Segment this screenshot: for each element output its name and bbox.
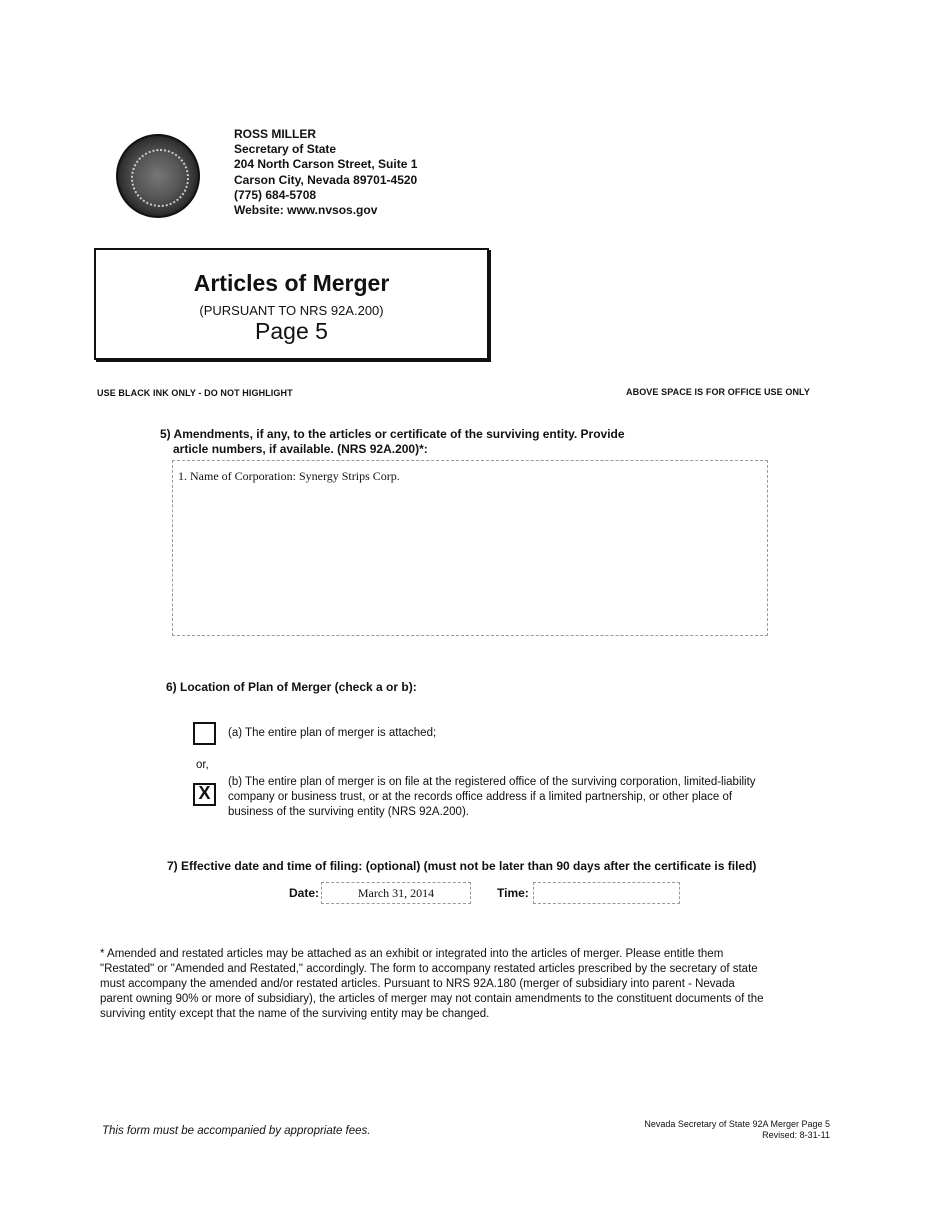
ink-notice: USE BLACK INK ONLY - DO NOT HIGHLIGHT bbox=[97, 388, 293, 398]
check-mark-icon: X bbox=[198, 783, 211, 803]
amendments-entry: 1. Name of Corporation: Synergy Strips Corp. bbox=[178, 469, 400, 483]
footnote: * Amended and restated articles may be attached as an exhibit or integrated into the articles of merger. Please entitle them "Restated" or "Amended and Restated," accordingly. The form to accompany restated articles prescribed by the secretary of state must accompany the amended and/or restated articles. Pursuant to NRS 92A.180 (merger of subsidiary into parent - Nevada parent owning 90% or more of subsidiary), the articles of merger may not contain amendments to the constituent documents of the surviving entity except that the name of the surviving entity may be changed. bbox=[100, 948, 764, 1020]
city-address: Carson City, Nevada 89701-4520 bbox=[234, 172, 418, 187]
date-field[interactable]: March 31, 2014 bbox=[321, 882, 471, 904]
street-address: 204 North Carson Street, Suite 1 bbox=[234, 157, 418, 172]
amendments-field[interactable] bbox=[172, 460, 768, 636]
secretary-address-block bbox=[234, 127, 417, 218]
office-use-notice: ABOVE SPACE IS FOR OFFICE USE ONLY bbox=[626, 387, 810, 397]
section-5-label: 5) Amendments, if any, to the articles or certificate of the surviving entity. Provide article numbers, if available. (NRS 92A.200)*: bbox=[160, 427, 625, 456]
document-title: Articles of Merger bbox=[193, 270, 390, 296]
option-a-checkbox[interactable] bbox=[193, 722, 216, 745]
option-b-checkbox[interactable] bbox=[193, 783, 216, 806]
time-field[interactable] bbox=[533, 882, 680, 904]
phone-number: (775) 684-5708 bbox=[234, 187, 317, 202]
or-label: or, bbox=[196, 759, 209, 771]
form-footer: Nevada Secretary of State 92A Merger Page 5 Revised: 8-31-11 bbox=[644, 1119, 830, 1140]
website: Website: www.nvsos.gov bbox=[234, 203, 378, 218]
page-label: Page 5 bbox=[255, 318, 328, 344]
time-label: Time: bbox=[497, 886, 529, 900]
section-6-label: 6) Location of Plan of Merger (check a or b): bbox=[166, 680, 417, 694]
office-name: Secretary of State bbox=[234, 142, 337, 157]
date-label: Date: bbox=[289, 886, 320, 900]
title-box bbox=[94, 248, 489, 360]
statute-reference: (PURSUANT TO NRS 92A.200) bbox=[199, 303, 384, 318]
option-b-label: (b) The entire plan of merger is on file at the registered office of the surviving corporation, limited-liability company or business trust, or at the records office address if a limited partnership, or other place of business of the surviving entity (NRS 92A.200). bbox=[228, 776, 756, 818]
fees-notice: This form must be accompanied by appropriate fees. bbox=[102, 1125, 371, 1137]
section-7-label: 7) Effective date and time of filing: (optional) (must not be later than 90 days after the certificate is filed) bbox=[167, 859, 757, 873]
official-name: ROSS MILLER bbox=[234, 127, 317, 141]
option-a-label: (a) The entire plan of merger is attached; bbox=[228, 727, 437, 739]
nevada-state-seal bbox=[116, 134, 200, 218]
